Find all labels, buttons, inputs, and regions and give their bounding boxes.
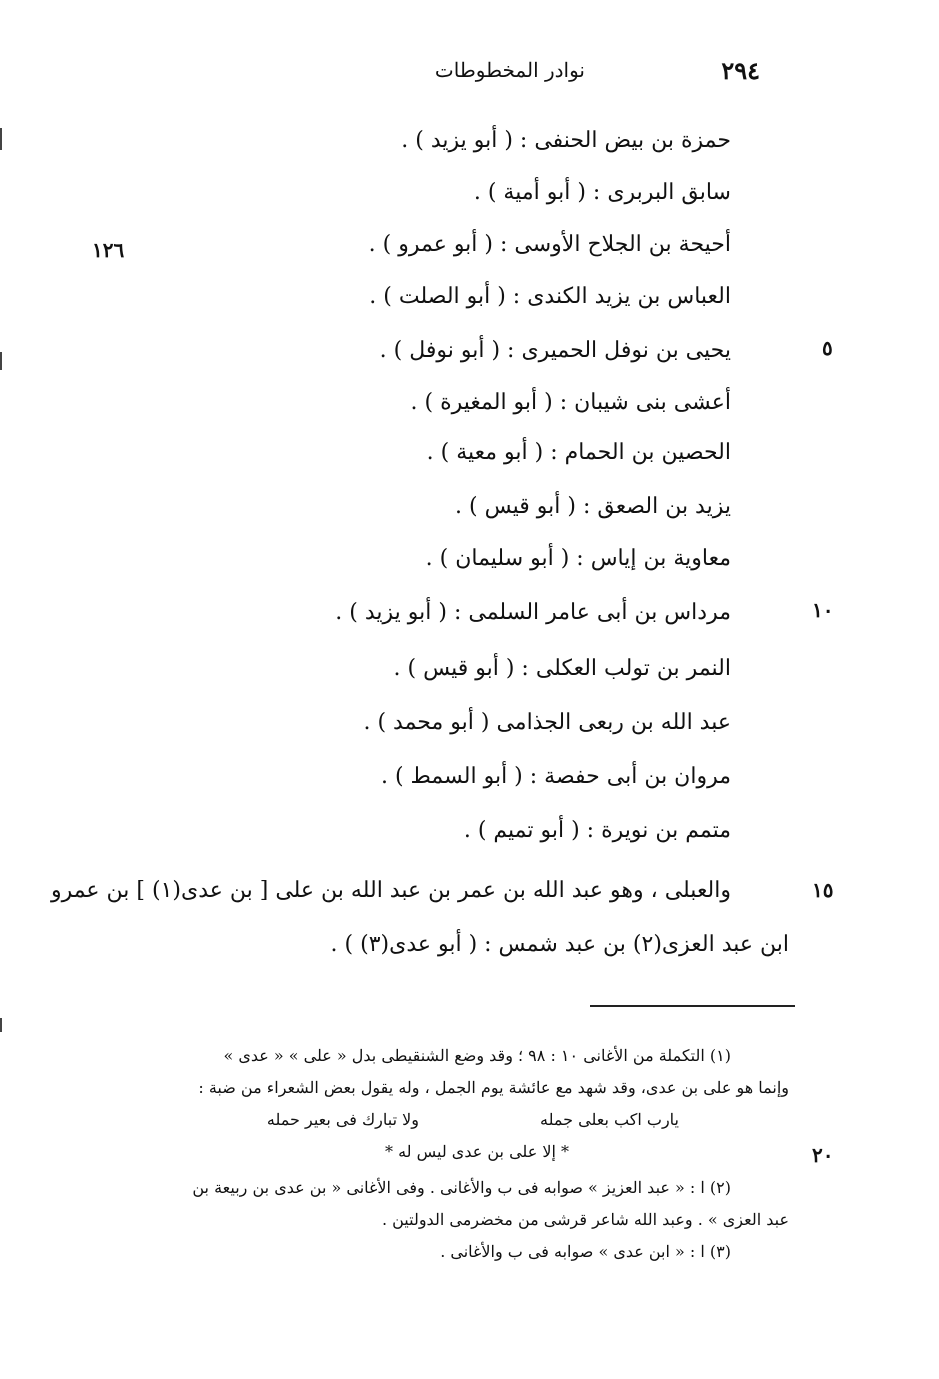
- entry-line: العباس بن يزيد الكندى : ( أبو الصلت ) .: [369, 284, 731, 309]
- entry-line: مروان بن أبى حفصة : ( أبو السمط ) .: [380, 764, 731, 789]
- entry-line-continued: ابن عبد العزى(٢) بن عبد شمس : ( أبو عدى(٣) ) .: [330, 932, 789, 957]
- entry-line: أعشى بنى شيبان : ( أبو المغيرة ) .: [410, 390, 731, 415]
- leaf-number: ١٢٦: [92, 238, 125, 262]
- footnote-rule: [590, 1005, 795, 1007]
- line-number-10: ١٠: [812, 598, 834, 622]
- line-number-5: ٥: [822, 336, 833, 360]
- running-title: نوادر المخطوطات: [434, 58, 585, 82]
- entry-line: النمر بن تولب العكلى : ( أبو قيس ) .: [393, 656, 731, 681]
- entry-line: معاوية بن إياس : ( أبو سليمان ) .: [425, 546, 731, 571]
- entry-line: حمزة بن بيض الحنفى : ( أبو يزيد ) .: [401, 128, 731, 153]
- footnote-verse: ولا تبارك فى بعير حمله: [266, 1110, 419, 1129]
- entry-line: متمم بن نويرة : ( أبو تميم ) .: [463, 818, 731, 843]
- entry-line-long: والعبلى ، وهو عبد الله بن عمر بن عبد الله بن على [ بن عدى(١) ] بن عمرو: [50, 878, 731, 903]
- line-number-15: ١٥: [812, 878, 834, 902]
- entry-line: أحيحة بن الجلاح الأوسى : ( أبو عمرو ) .: [368, 232, 731, 257]
- entry-line: عبد الله بن ربعى الجذامى ( أبو محمد ) .: [363, 710, 731, 735]
- footnote-3: (٣) ا : « ابن عدى » صوابه فى ب والأغانى .: [440, 1242, 731, 1261]
- footnote-1: (١) التكملة من الأغانى ١٠ : ٩٨ ؛ وقد وضع الشنقيطى بدل « على » « عدى »: [223, 1046, 731, 1065]
- footnote-verse: يارب اكب بعلى جمله: [540, 1110, 679, 1129]
- scan-edge-mark: [0, 128, 2, 150]
- scan-edge-mark: [0, 1018, 2, 1032]
- entry-line: سابق البربرى : ( أبو أمية ) .: [473, 180, 731, 205]
- footnote-2: (٢) ا : « عبد العزيز » صوابه فى ب والأغانى . وفى الأغانى « بن عدى بن ربيعة بن: [192, 1178, 731, 1197]
- entry-line: يزيد بن الصعق : ( أبو قيس ) .: [455, 494, 731, 519]
- line-number-20: ٢٠: [812, 1143, 834, 1167]
- page-number: ٢٩٤: [721, 56, 760, 85]
- page-header: [380, 56, 760, 92]
- entry-line: مرداس بن أبى عامر السلمى : ( أبو يزيد ) .: [335, 600, 731, 625]
- footnote-1-cont: وإنما هو على بن عدى، وقد شهد مع عائشة يوم الجمل ، وله يقول بعض الشعراء من ضبة :: [198, 1078, 789, 1097]
- entry-line: يحيى بن نوفل الحميرى : ( أبو نوفل ) .: [379, 338, 731, 363]
- entry-line: الحصين بن الحمام : ( أبو معية ) .: [426, 440, 731, 465]
- scan-edge-mark: [0, 352, 2, 370]
- footnote-2-cont: عبد العزى » . وعبد الله شاعر قرشى من مخضرمى الدولتين .: [381, 1210, 789, 1229]
- footnote-verse: * إلا على بن عدى ليس له *: [384, 1142, 569, 1161]
